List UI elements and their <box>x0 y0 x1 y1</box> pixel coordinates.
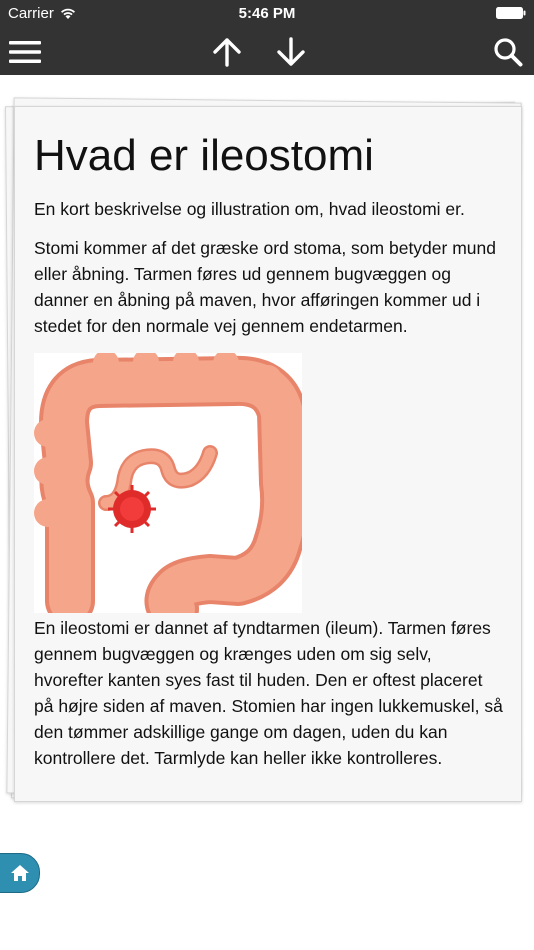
article-subtitle: En kort beskrivelse og illustration om, hvad ileostomi er. <box>34 199 465 219</box>
status-bar <box>0 0 534 28</box>
menu-icon <box>9 40 41 64</box>
arrow-up-icon <box>212 37 242 67</box>
article-paragraph-1: Stomi kommer af det græske ord stoma, som betyder mund eller åbning. Tarmen føres ud gennem bugvæggen og danner en åbning på maven, hvor afføringen kommer ud i stedet for den normale vej gennem endetarmen. <box>34 238 496 336</box>
status-time: 5:46 PM <box>238 5 296 22</box>
stoma-icon <box>108 485 156 533</box>
previous-button[interactable] <box>205 28 249 75</box>
next-button[interactable] <box>269 28 313 75</box>
article-paragraph-2: En ileostomi er dannet af tyndtarmen (ileum). Tarmen føres gennem bugvæggen og krænges uden om sig selv, hvorefter kanten syes fast til huden. Den er oftest placeret på højre siden af maven. Stomien har ingen lukkemuskel, så den tømmer adskillige gange om dagen, uden du kan kontrollere det. Tarmlyde kan heller ikke kontrolleres. <box>34 618 503 768</box>
article-title: Hvad er ileostomi <box>34 131 374 180</box>
intestine-illustration <box>34 353 302 613</box>
home-button[interactable] <box>0 853 40 893</box>
home-icon <box>9 863 31 883</box>
article-content <box>34 130 504 771</box>
battery-icon <box>496 7 526 19</box>
search-button[interactable] <box>486 28 530 75</box>
top-toolbar <box>0 28 534 75</box>
arrow-down-icon <box>276 37 306 67</box>
carrier-label: Carrier <box>8 5 54 22</box>
search-icon <box>493 37 523 67</box>
menu-button[interactable] <box>3 28 47 75</box>
